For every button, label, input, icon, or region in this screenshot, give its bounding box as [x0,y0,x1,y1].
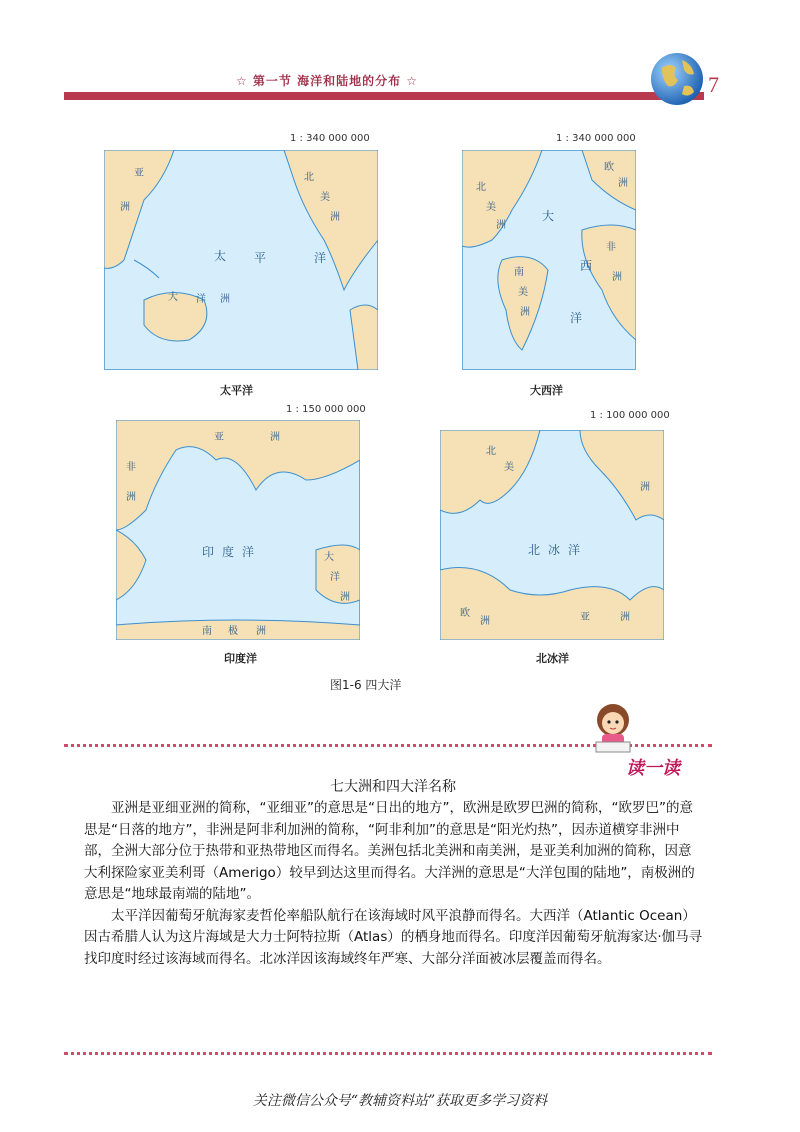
map-scale: 1 : 340 000 000 [290,133,370,144]
map-label: 洋 [330,572,340,583]
map-label: 洲 [120,202,130,213]
map-label: 南 [202,626,212,637]
map-label: 亚 [134,168,144,179]
map-label: 洲 [220,294,230,305]
map-caption: 大西洋 [530,384,563,397]
map-label: 极 [228,626,238,637]
map-label: 洲 [480,616,490,627]
map-label: 南 [514,267,524,278]
map-label: 大 [168,292,178,303]
map-label: 洋 [242,545,255,559]
map-label: 北 [486,446,496,457]
map-label: 洋 [568,543,581,557]
map-label: 洲 [618,178,628,189]
map-label: 洲 [270,432,280,443]
map-label: 平 [254,251,267,265]
map-label: 洋 [570,311,583,325]
map-label: 洲 [126,492,136,503]
map-label: 北 [476,182,486,193]
map-label: 欧 [604,162,614,173]
map-scale: 1 : 100 000 000 [590,410,670,421]
map-caption: 太平洋 [220,384,253,397]
globe-icon [648,50,706,112]
map-label: 美 [504,462,514,473]
map-label: 北 [304,172,314,183]
map-label: 洲 [256,626,266,637]
map-label: 大 [542,209,555,223]
map-label: 非 [606,242,616,253]
map-label: 洲 [612,272,622,283]
footer-note: 关注微信公众号“教辅资料站”获取更多学习资料 [252,1093,548,1109]
map-label: 欧 [460,608,470,619]
reading-badge [622,738,712,790]
reading-body [84,798,704,970]
map-label: 冰 [548,543,561,557]
indian-map [116,420,360,644]
map-label: 洋 [196,294,206,305]
map-label: 洲 [340,592,350,603]
map-label: 美 [486,202,496,213]
map-label: 洲 [520,307,530,318]
dotted-divider [64,1052,712,1055]
map-label: 亚 [580,612,590,623]
map-label: 非 [126,462,136,473]
figure-caption: 图1-6 四大洋 [330,678,402,692]
map-label: 太 [214,249,227,263]
reading-paragraph: 亚洲是亚细亚洲的简称，“亚细亚”的意思是“日出的地方”，欧洲是欧罗巴洲的简称，“欧罗巴”的意思是“日落的地方”，非洲是阿非利加洲的简称，“阿非利加”的意思是“阳光灼热”，因赤道横穿非洲中部，全洲大部分位于热带和亚热带地区而得名。美洲包括北美洲和南美洲，是亚美利加洲的简称，因意大利探险家亚美利哥（Amerigo）较早到达这里而得名。大洋洲的意思是“大洋包围的陆地”，南极洲的意思是“地球最南端的陆地”。 [84,800,695,902]
reading-paragraph: 太平洋因葡萄牙航海家麦哲伦率船队航行在该海域时风平浪静而得名。大西洋（Atlantic Ocean）因古希腊人认为这片海域是大力士阿特拉斯（Atlas）的栖身地而得名。印度洋因葡萄牙航海家达·伽马寻找印度时经过该海域而得名。北冰洋因该海域终年严寒、大部分洋面被冰层覆盖而得名。 [84,907,703,967]
map-label: 洲 [620,612,630,623]
reading-badge-text: 读一读 [626,758,680,779]
atlantic-map [462,150,636,374]
map-scale: 1 : 340 000 000 [556,133,636,144]
map-label: 洲 [330,212,340,223]
map-scale: 1 : 150 000 000 [286,404,366,415]
map-label: 洋 [314,251,327,265]
map-label: 度 [222,545,235,559]
map-label: 洲 [496,220,506,231]
reading-title: 七大洲和四大洋名称 [330,779,456,795]
header-rule [64,92,704,100]
map-label: 印 [202,545,215,559]
running-header: ☆ 第一节 海洋和陆地的分布 ☆ [236,74,419,88]
map-label: 大 [324,552,334,563]
pacific-map [104,150,378,374]
arctic-map [440,430,664,644]
map-label: 西 [580,259,593,273]
map-label: 美 [518,287,528,298]
map-label: 洲 [640,482,650,493]
map-label: 美 [320,192,330,203]
map-label: 亚 [214,432,224,443]
map-caption: 北冰洋 [536,652,569,665]
map-caption: 印度洋 [224,652,257,665]
page-number: 7 [708,72,719,97]
map-label: 北 [528,543,541,557]
